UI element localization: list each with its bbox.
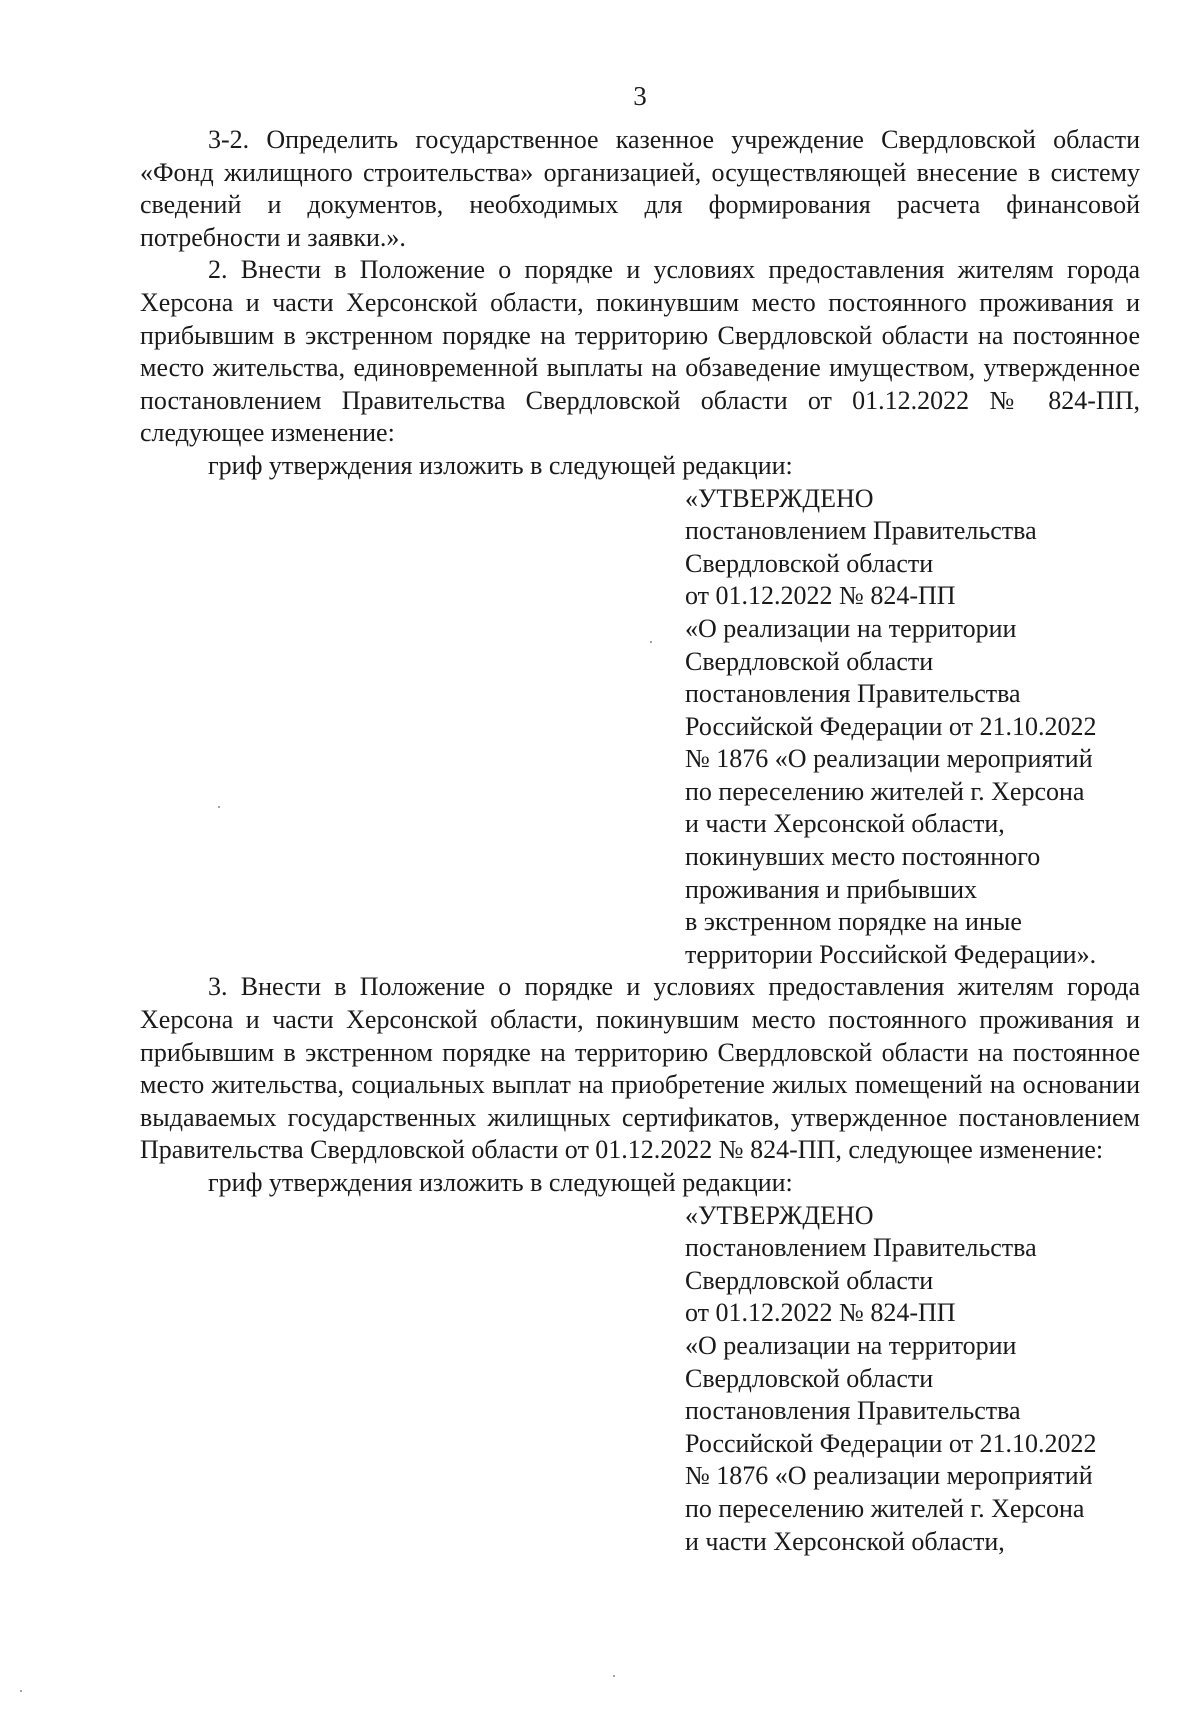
approval-stamp-2 xyxy=(685,1200,1145,1559)
stamp-line: Свердловской области xyxy=(685,1363,934,1393)
stamp-line: Российской Федерации от 21.10.2022 xyxy=(685,711,1097,741)
stamp-line: проживания и прибывших xyxy=(685,874,978,904)
document-body xyxy=(140,124,1140,1558)
stamp-line: «О реализации на территории xyxy=(685,1330,1017,1360)
stamp-line: и части Херсонской области, xyxy=(685,1526,1005,1556)
stamp-line: от 01.12.2022 № 824-ПП xyxy=(685,581,956,611)
scan-speck xyxy=(218,806,220,808)
stamp-line: «УТВЕРЖДЕНО xyxy=(685,483,874,513)
paragraph-3-2: 3-2. Определить государственное казенное учреждение Свердловской области «Фонд жилищного строительства» организацией, осуществляющей внесение в систему сведений и документов, необходимых для формирования расчета финансовой потребности и заявки.». xyxy=(140,125,1140,252)
paragraph-2: 2. Внести в Положение о порядке и условиях предоставления жителям города Херсона и части Херсонской области, покинувшим место постоянного проживания и прибывшим в экстренном порядке на территорию Свердловской области на постоянное место жительства, единовременной выплаты на обзаведение имуществом, утвержденное постановлением Правительства Свердловской области от 01.12.2022 № 824-ПП, следующее изменение: xyxy=(140,255,1140,448)
stamp-line: Свердловской области xyxy=(685,1265,934,1295)
paragraph-3-grif-intro: гриф утверждения изложить в следующей редакции: xyxy=(208,1168,793,1197)
stamp-line: по переселению жителей г. Херсона xyxy=(685,776,1085,806)
stamp-line: «О реализации на территории xyxy=(685,613,1017,643)
scan-speck xyxy=(650,641,652,643)
stamp-line: постановления Правительства xyxy=(685,679,1021,709)
stamp-line: покинувших место постоянного xyxy=(685,842,1041,872)
page-number: 3 xyxy=(633,81,647,111)
stamp-line: Российской Федерации от 21.10.2022 xyxy=(685,1428,1097,1458)
paragraph-2-grif-intro: гриф утверждения изложить в следующей редакции: xyxy=(208,450,793,480)
stamp-line: Свердловской области xyxy=(685,548,934,578)
stamp-line: территории Российской Федерации». xyxy=(685,939,1097,969)
stamp-line: № 1876 «О реализации мероприятий xyxy=(685,744,1093,774)
stamp-line: Свердловской области xyxy=(685,646,934,676)
stamp-line: постановлением Правительства xyxy=(685,516,1037,546)
stamp-line: по переселению жителей г. Херсона xyxy=(685,1493,1085,1523)
stamp-line: № 1876 «О реализации мероприятий xyxy=(685,1461,1093,1491)
paragraph-3: 3. Внести в Положение о порядке и условиях предоставления жителям города Херсона и части Херсонской области, покинувшим место постоянного проживания и прибывшим в экстренном порядке на территорию Свердловской области на постоянное место жительства, социальных выплат на приобретение жилых помещений на основании выдаваемых государственных жилищных сертификатов, утвержденное постановлением Правительства Свердловской области от 01.12.2022 № 824-ПП, следующее изменение: xyxy=(140,972,1140,1165)
stamp-line: постановлением Правительства xyxy=(685,1233,1037,1263)
stamp-line: и части Херсонской области, xyxy=(685,809,1005,839)
stamp-line: от 01.12.2022 № 824-ПП xyxy=(685,1298,956,1328)
approval-stamp-1 xyxy=(685,483,1145,972)
stamp-line: «УТВЕРЖДЕНО xyxy=(685,1200,874,1230)
stamp-line: постановления Правительства xyxy=(685,1396,1021,1426)
scan-speck xyxy=(613,1675,615,1677)
stamp-line: в экстренном порядке на иные xyxy=(685,907,1022,937)
scan-speck xyxy=(20,1690,22,1692)
